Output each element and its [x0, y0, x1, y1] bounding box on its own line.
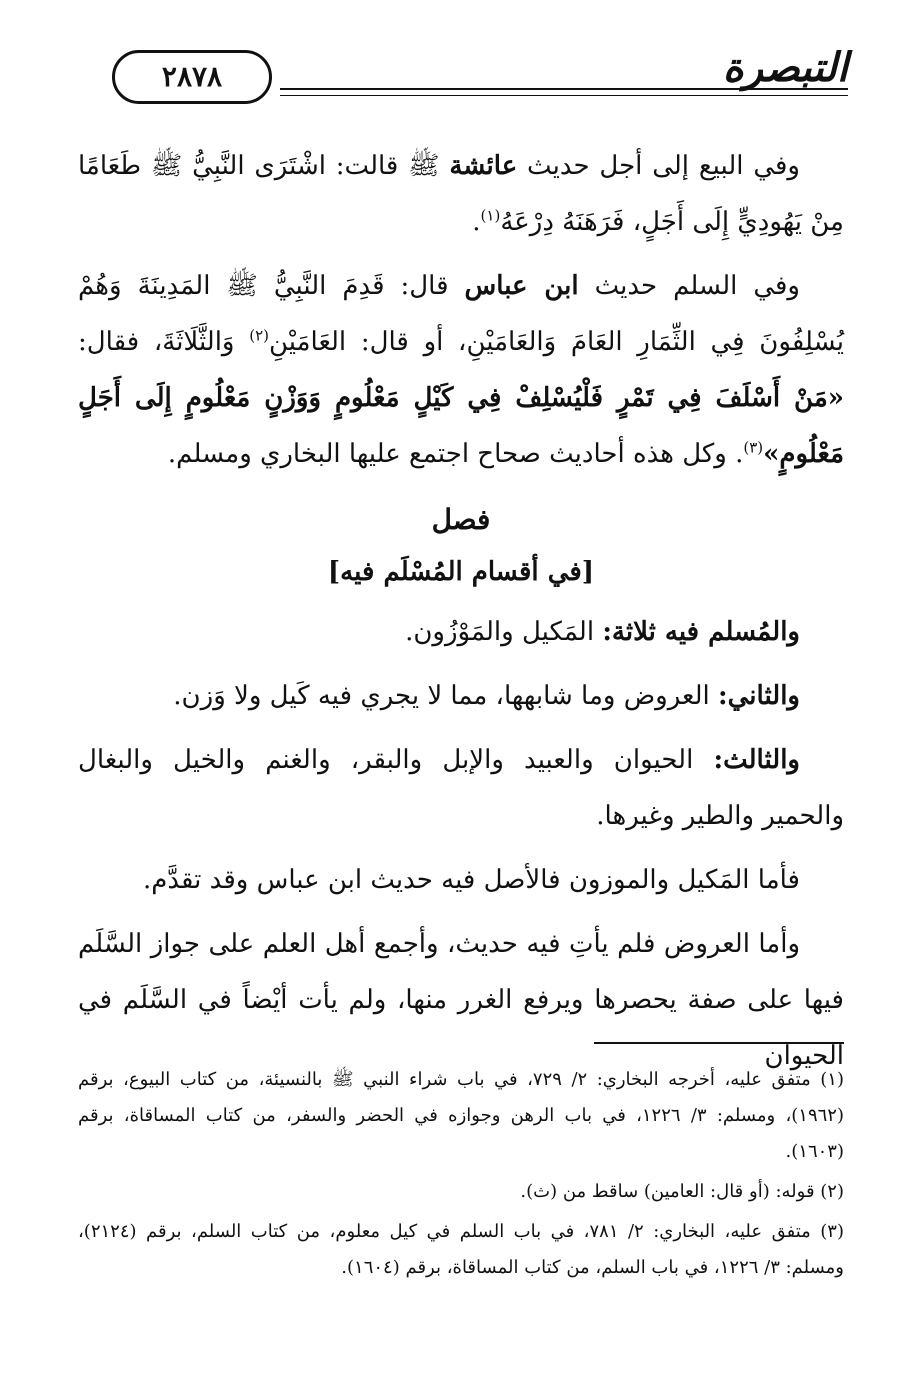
footnote-ref-1[interactable]: (١): [480, 206, 501, 225]
page-number: ٢٨٧٨: [112, 50, 272, 104]
paragraph-aisha-hadith: [78, 138, 844, 250]
paragraph-text: ﷺ قالت: اشْتَرَى النَّبِيُّ ﷺ طَعَامًا مِنْ يَهُودِيٍّ إِلَى أَجَلٍ، فَرَهَنَهُ دِرْعَهُ: [78, 151, 844, 237]
section-title: فصل: [431, 503, 491, 536]
book-title: التبصرة: [722, 44, 848, 91]
item-text: الحيوان والعبيد والإبل والبقر، والغنم والخيل والبغال والحمير والطير وغيرها.: [78, 745, 844, 831]
paragraph-ibn-abbas-hadith: [78, 258, 844, 482]
paragraph-text: وَالثَّلَاثَةَ، فقال:: [78, 327, 250, 357]
narrator-name: ابن عباس: [464, 271, 579, 301]
paragraph-commodities: وأما العروض فلم يأتِ فيه حديث، وأجمع أهل العلم على جواز السَّلَم فيها على صفة يحصرها ويرفع الغرر منها، ولم يأت أيْضاً في السَّلَم في الحيوان: [78, 929, 844, 1071]
footnote-1: (١) متفق عليه، أخرجه البخاري: ٢/ ٧٢٩، في باب شراء النبي ﷺ بالنسيئة، من كتاب البيوع، برقم (١٩٦٢)، ومسلم: ٣/ ١٢٢٦، في باب الرهن وجوازه في الحضر والسفر، من كتاب المساقاة، برقم (١٦٠٣).: [78, 1069, 844, 1162]
paragraph-text: وفي السلم حديث: [578, 271, 800, 301]
main-text: [78, 138, 844, 1092]
section-subtitle: [في أقسام المُسْلَم فيه]: [327, 557, 595, 587]
paragraph-text: .: [472, 207, 481, 237]
header-rule: [280, 88, 848, 90]
category-third: [78, 732, 844, 844]
header-rule-thin: [280, 95, 848, 96]
paragraph-text: . وكل هذه أحاديث صحاح اجتمع عليها البخاري ومسلم.: [167, 439, 744, 469]
item-text: العروض وما شابهها، مما لا يجري فيه كَيل ولا وَزن.: [173, 681, 719, 711]
hadith-quote: «مَنْ أَسْلَفَ فِي تَمْرٍ فَلْيُسْلِفْ فِي كَيْلٍ مَعْلُومٍ وَوَزْنٍ مَعْلُومٍ إِلَى أَجَلٍ مَعْلُومٍ»: [78, 383, 844, 469]
footnote-divider: [594, 1042, 844, 1044]
footnote-ref-3[interactable]: (٣): [743, 438, 764, 457]
paragraph-text: قال: قَدِمَ النَّبِيُّ ﷺ المَدِينَةَ وَهُمْ يُسْلِفُونَ فِي الثِّمَارِ العَامَ وَالعَامَيْنِ، أو قال: العَامَيْنِ: [78, 271, 845, 357]
paragraph-text: وفي البيع إلى أجل حديث: [517, 151, 800, 181]
item-text: المَكيل والمَوْزُون.: [405, 617, 603, 647]
item-label: والثالث:: [713, 745, 800, 775]
item-label: والثاني:: [718, 681, 800, 711]
category-second: [78, 668, 844, 724]
item-label: والمُسلم فيه ثلاثة:: [602, 617, 800, 647]
category-first: [78, 604, 844, 660]
narrator-name: عائشة: [449, 151, 518, 181]
footnote-2: (٢) قوله: (أو قال: العامين) ساقط من (ث).: [520, 1181, 844, 1202]
footnote-ref-2[interactable]: (٢): [249, 326, 269, 345]
footnotes: [78, 1062, 844, 1290]
page-header: [70, 40, 848, 120]
footnote-3: (٣) متفق عليه، البخاري: ٢/ ٧٨١، في باب السلم في كيل معلوم، من كتاب السلم، برقم (٢١٢٤)، ومسلم: ٣/ ١٢٢٦، في باب السلم، من كتاب المساقاة، برقم (١٦٠٤).: [78, 1221, 844, 1278]
paragraph-measured-goods: فأما المَكيل والموزون فالأصل فيه حديث ابن عباس وقد تقدَّم.: [143, 865, 800, 895]
